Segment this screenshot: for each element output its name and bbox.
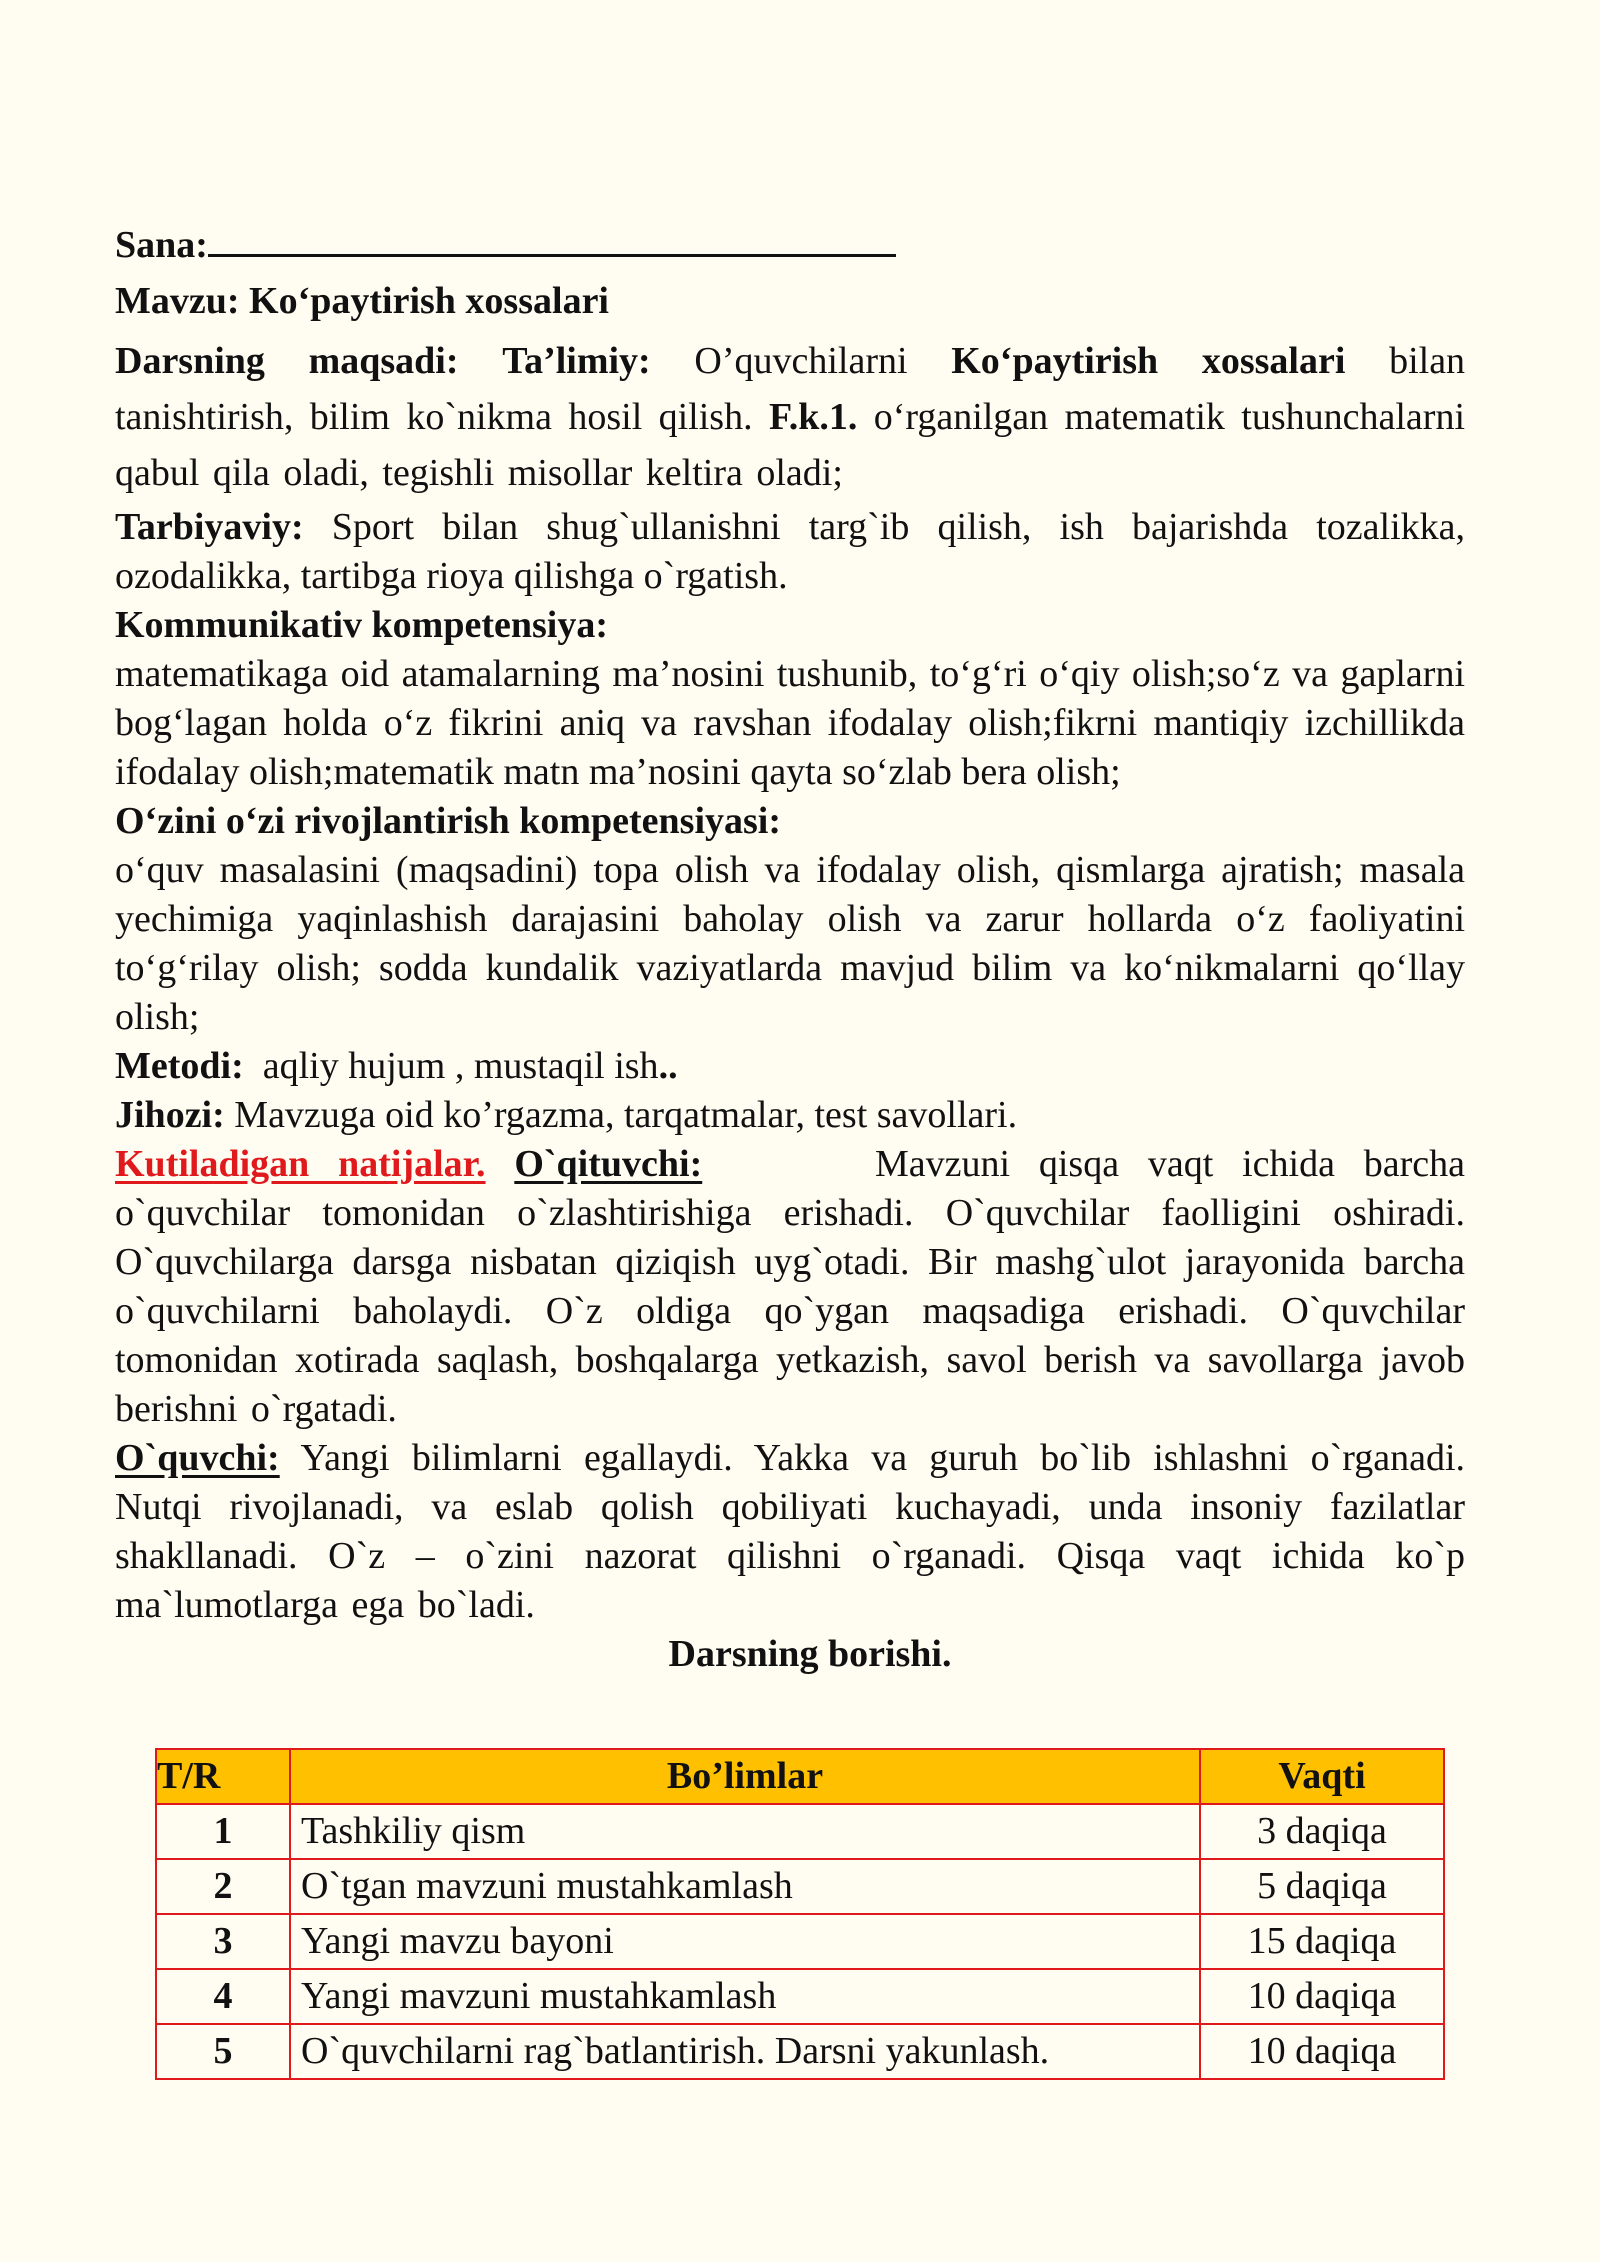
communicative-text: matematikaga oid atamalarning ma’nosini tushunib, to‘g‘ri o‘qiy olish;so‘z va gaplarni bog‘lagan holda o‘z fikrini aniq va ravshan ifodalay olish;fikrni mantiqiy izchillikda ifodalay olish;matematik matn ma’nosini qayta so‘zlab bera olish; [115,653,1465,793]
results-student-paragraph [115,1434,1465,1630]
row-section: O`quvchilarni rag`batlantirish. Darsni yakunlash. [290,2024,1200,2079]
date-label: Sana: [115,224,208,266]
upbringing-label: Tarbiyaviy: [115,506,304,548]
educational-text-2: bilan tanishtirish, bilim ko`nikma hosil qilish. [115,340,1466,438]
fk-label: F.k.1. [768,396,858,438]
row-time: 3 daqiqa [1200,1804,1444,1859]
row-time: 10 daqiqa [1200,1969,1444,2024]
lesson-plan-document [115,218,1465,1679]
method-label: Metodi: [115,1045,244,1087]
row-section: Yangi mavzu bayoni [290,1914,1200,1969]
row-time: 15 daqiqa [1200,1914,1444,1969]
equipment-line [115,1091,1465,1140]
upbringing-paragraph [115,503,1465,601]
row-section: O`tgan mavzuni mustahkamlash [290,1859,1200,1914]
results-teacher-paragraph [115,1140,1465,1434]
row-number: 3 [156,1914,290,1969]
row-time: 10 daqiqa [1200,2024,1444,2079]
table-row [156,1859,1444,1914]
table-header-row [156,1749,1444,1804]
student-text: Yangi bilimlarni egallaydi. Yakka va guruh bo`lib ishlashni o`rganadi. Nutqi rivojlanadi, va eslab qolish qobiliyati kuchayadi, unda insoniy fazilatlar shakllanadi. O`z – o`zini nazorat qilishni o`rganadi. Qisqa vaqt ichida ko`p ma`lumotlarga ega bo`ladi. [115,1437,1465,1626]
header-sections: Bo’limlar [290,1749,1200,1804]
teacher-label: O`qituvchi: [514,1143,703,1185]
educational-label: Ta’limiy: [502,340,651,382]
lesson-stages-table [155,1748,1445,2080]
header-number: T/R [156,1749,290,1804]
results-label: Kutiladigan natijalar. [115,1143,486,1185]
topic-line [115,277,1465,326]
date-line [115,218,1465,270]
topic-title: Ko‘paytirish xossalari [249,280,609,322]
table-row [156,1969,1444,2024]
upbringing-text: Sport bilan shug`ullanishni targ`ib qilish, ish bajarishda tozalikka, ozodalikka, tartibga rioya qilishga o`rgatish. [115,506,1465,597]
self-dev-text: o‘quv masalasini (maqsadini) topa olish va ifodalay olish, qismlarga ajratish; masala yechimiga yaqinlashish darajasini baholay olish va zarur hollarda o‘z faoliyatini to‘g‘rilay olish; sodda kundalik vaziyatlarda mavjud bilim va ko‘nikmalarni qo‘llay olish; [115,849,1465,1038]
table-row [156,2024,1444,2079]
method-text: aqliy hujum , mustaqil ish [262,1045,659,1087]
date-blank [208,218,896,257]
goals-paragraph [115,333,1465,501]
method-line [115,1042,1465,1091]
student-label: O`quvchi: [115,1437,280,1479]
communicative-heading [115,601,1465,650]
table-row [156,1804,1444,1859]
teacher-text: Mavzuni qisqa vaqt ichida barcha o`quvchilar tomonidan o`zlashtirishiga erishadi. O`quvchilar faolligini oshiradi. O`quvchilarga darsga nisbatan qiziqish uyg`otadi. Bir mashg`ulot jarayonida barcha o`quvchilarni baholaydi. O`z oldiga qo`ygan maqsadiga erishadi. O`quvchilar tomonidan xotirada saqlash, boshqalarga yetkazish, savol berish va savollarga javob berishni o`rgatadi. [115,1143,1465,1430]
goals-label: Darsning maqsadi: [115,340,459,382]
row-time: 5 daqiqa [1200,1859,1444,1914]
header-time: Vaqti [1200,1749,1444,1804]
row-number: 4 [156,1969,290,2024]
self-dev-label: O‘zini o‘zi rivojlantirish kompetensiyasi: [115,800,782,842]
row-number: 1 [156,1804,290,1859]
fk-text: o‘rganilgan matematik tushunchalarni qabul qila oladi, tegishli misollar keltira oladi; [115,396,1466,494]
row-section: Yangi mavzuni mustahkamlash [290,1969,1200,2024]
communicative-label: Kommunikativ kompetensiya: [115,604,608,646]
educational-topic: Ko‘paytirish xossalari [951,340,1346,382]
row-number: 5 [156,2024,290,2079]
row-section: Tashkiliy qism [290,1804,1200,1859]
plan-title-text: Darsning borishi. [668,1633,952,1675]
educational-text-1: O’quvchilarni [694,340,908,382]
row-number: 2 [156,1859,290,1914]
table-row [156,1914,1444,1969]
self-dev-heading [115,797,1465,846]
equipment-text: Mavzuga oid ko’rgazma, tarqatmalar, test savollari. [234,1094,1018,1136]
equipment-label: Jihozi: [115,1094,225,1136]
plan-title [115,1630,1465,1679]
topic-label: Mavzu: [115,280,240,322]
method-suffix: .. [658,1045,678,1087]
